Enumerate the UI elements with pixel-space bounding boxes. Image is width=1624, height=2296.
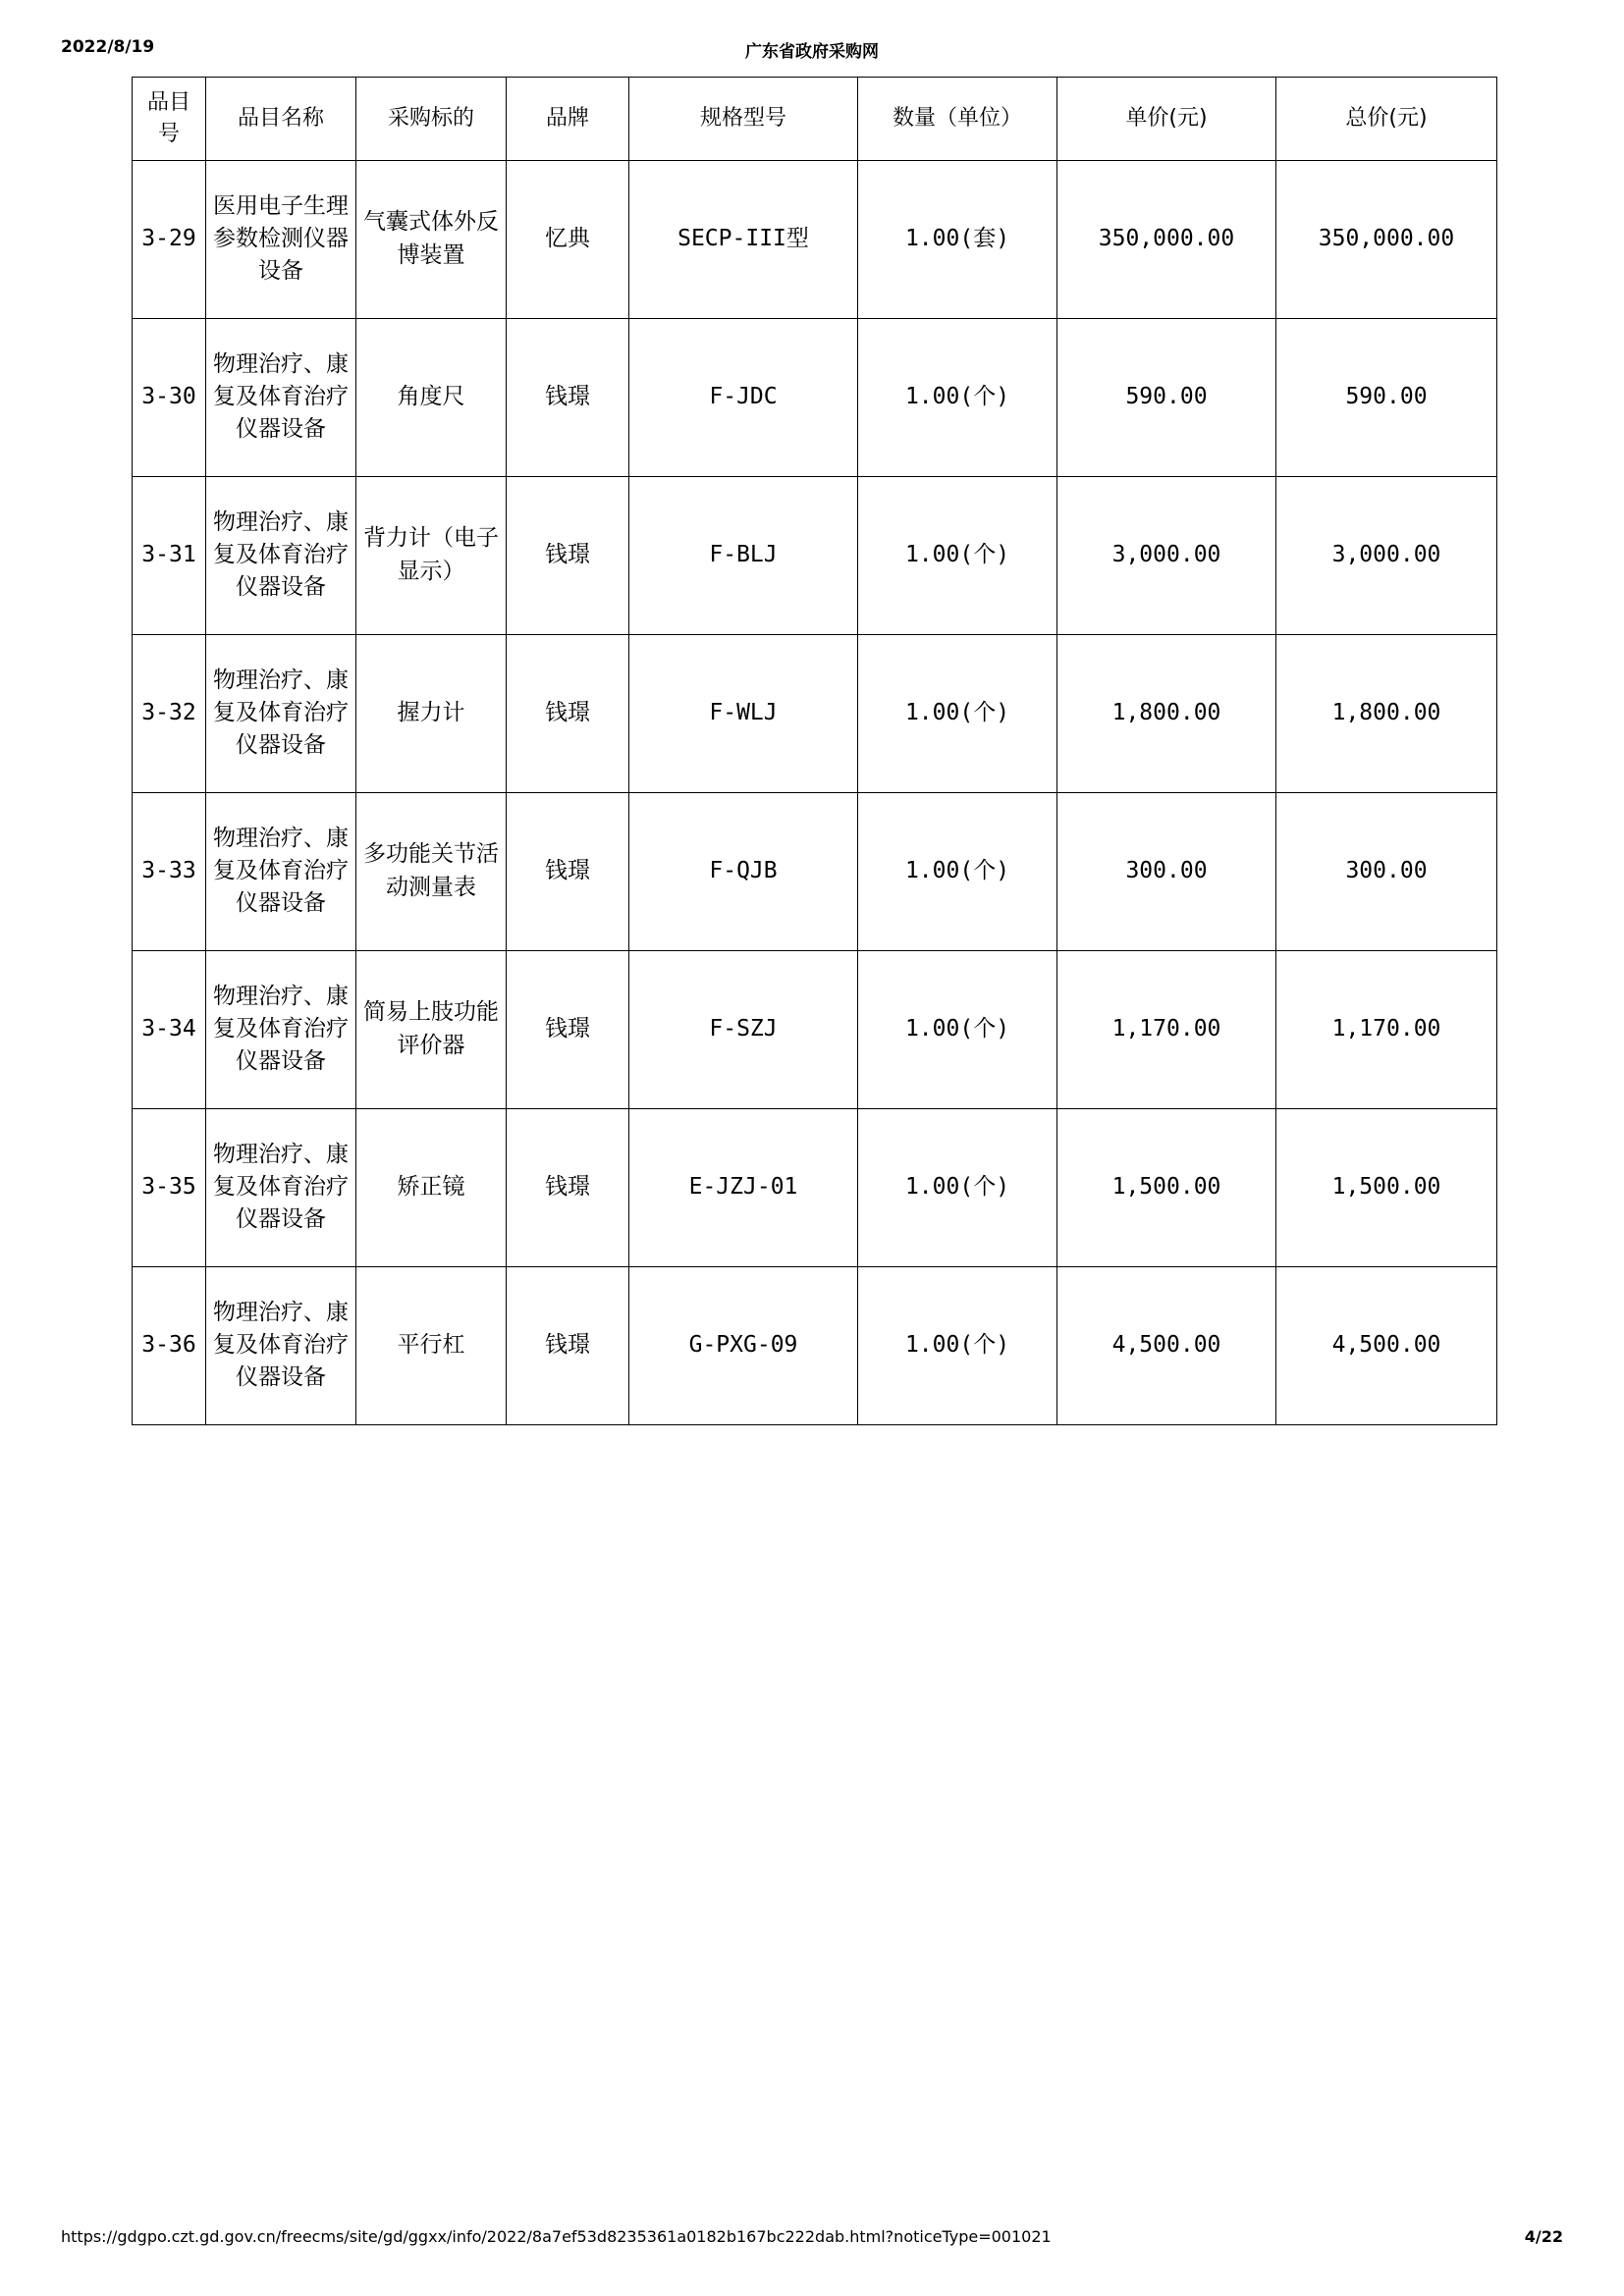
cell-item-name: 物理治疗、康复及体育治疗仪器设备	[206, 792, 356, 950]
cell-procurement-subject: 握力计	[356, 634, 507, 792]
cell-model: G-PXG-09	[629, 1266, 858, 1424]
cell-quantity: 1.00(个)	[858, 476, 1057, 634]
cell-brand: 钱璟	[507, 1108, 629, 1266]
cell-total-price: 300.00	[1276, 792, 1497, 950]
header-site-title: 广东省政府采购网	[745, 42, 879, 62]
cell-item-name: 物理治疗、康复及体育治疗仪器设备	[206, 950, 356, 1108]
cell-brand: 钱璟	[507, 950, 629, 1108]
column-header-procurement-subject: 采购标的	[356, 78, 507, 161]
cell-quantity: 1.00(个)	[858, 634, 1057, 792]
table-row	[133, 318, 1497, 476]
cell-procurement-subject: 平行杠	[356, 1266, 507, 1424]
cell-brand: 忆典	[507, 160, 629, 318]
table-row	[133, 160, 1497, 318]
cell-total-price: 1,800.00	[1276, 634, 1497, 792]
cell-unit-price: 300.00	[1057, 792, 1276, 950]
table-row	[133, 792, 1497, 950]
table-row	[133, 1266, 1497, 1424]
cell-procurement-subject: 简易上肢功能评价器	[356, 950, 507, 1108]
cell-procurement-subject: 气囊式体外反博装置	[356, 160, 507, 318]
cell-quantity: 1.00(个)	[858, 1266, 1057, 1424]
table-row	[133, 634, 1497, 792]
footer-source-url: https://gdgpo.czt.gd.gov.cn/freecms/site/gd/ggxx/info/2022/8a7ef53d8235361a0182b167bc222dab.html?noticeType=001021	[61, 2227, 1052, 2246]
column-header-item-name: 品目名称	[206, 78, 356, 161]
table-row	[133, 1108, 1497, 1266]
cell-brand: 钱璟	[507, 634, 629, 792]
page-header	[0, 37, 1624, 61]
cell-total-price: 350,000.00	[1276, 160, 1497, 318]
cell-unit-price: 1,500.00	[1057, 1108, 1276, 1266]
procurement-items-table	[132, 77, 1497, 1425]
cell-item-number: 3-33	[133, 792, 206, 950]
cell-model: E-JZJ-01	[629, 1108, 858, 1266]
cell-item-number: 3-34	[133, 950, 206, 1108]
cell-unit-price: 590.00	[1057, 318, 1276, 476]
cell-brand: 钱璟	[507, 792, 629, 950]
table-header-row	[133, 78, 1497, 161]
cell-item-number: 3-31	[133, 476, 206, 634]
cell-model: F-JDC	[629, 318, 858, 476]
cell-total-price: 590.00	[1276, 318, 1497, 476]
cell-quantity: 1.00(个)	[858, 1108, 1057, 1266]
cell-procurement-subject: 角度尺	[356, 318, 507, 476]
cell-procurement-subject: 背力计（电子显示）	[356, 476, 507, 634]
cell-brand: 钱璟	[507, 1266, 629, 1424]
column-header-item-number: 品目号	[133, 78, 206, 161]
column-header-quantity: 数量（单位）	[858, 78, 1057, 161]
cell-brand: 钱璟	[507, 476, 629, 634]
page-footer	[0, 2227, 1624, 2249]
header-date: 2022/8/19	[61, 37, 155, 57]
cell-model: F-QJB	[629, 792, 858, 950]
cell-quantity: 1.00(个)	[858, 950, 1057, 1108]
cell-item-name: 物理治疗、康复及体育治疗仪器设备	[206, 1108, 356, 1266]
cell-unit-price: 1,800.00	[1057, 634, 1276, 792]
cell-model: F-WLJ	[629, 634, 858, 792]
table-row	[133, 476, 1497, 634]
column-header-unit-price: 单价(元)	[1057, 78, 1276, 161]
cell-model: F-SZJ	[629, 950, 858, 1108]
cell-unit-price: 350,000.00	[1057, 160, 1276, 318]
cell-unit-price: 3,000.00	[1057, 476, 1276, 634]
cell-item-number: 3-35	[133, 1108, 206, 1266]
cell-total-price: 3,000.00	[1276, 476, 1497, 634]
cell-item-number: 3-36	[133, 1266, 206, 1424]
cell-quantity: 1.00(套)	[858, 160, 1057, 318]
table-row	[133, 950, 1497, 1108]
cell-procurement-subject: 多功能关节活动测量表	[356, 792, 507, 950]
column-header-brand: 品牌	[507, 78, 629, 161]
cell-item-name: 医用电子生理参数检测仪器设备	[206, 160, 356, 318]
cell-model: F-BLJ	[629, 476, 858, 634]
cell-item-number: 3-32	[133, 634, 206, 792]
cell-unit-price: 1,170.00	[1057, 950, 1276, 1108]
cell-item-name: 物理治疗、康复及体育治疗仪器设备	[206, 1266, 356, 1424]
cell-total-price: 1,500.00	[1276, 1108, 1497, 1266]
cell-quantity: 1.00(个)	[858, 792, 1057, 950]
cell-model: SECP-III型	[629, 160, 858, 318]
cell-item-number: 3-29	[133, 160, 206, 318]
cell-procurement-subject: 矫正镜	[356, 1108, 507, 1266]
cell-unit-price: 4,500.00	[1057, 1266, 1276, 1424]
column-header-total-price: 总价(元)	[1276, 78, 1497, 161]
cell-item-name: 物理治疗、康复及体育治疗仪器设备	[206, 476, 356, 634]
column-header-model: 规格型号	[629, 78, 858, 161]
cell-total-price: 4,500.00	[1276, 1266, 1497, 1424]
cell-item-name: 物理治疗、康复及体育治疗仪器设备	[206, 634, 356, 792]
cell-item-name: 物理治疗、康复及体育治疗仪器设备	[206, 318, 356, 476]
cell-quantity: 1.00(个)	[858, 318, 1057, 476]
cell-item-number: 3-30	[133, 318, 206, 476]
table-body	[133, 160, 1497, 1424]
cell-total-price: 1,170.00	[1276, 950, 1497, 1108]
cell-brand: 钱璟	[507, 318, 629, 476]
footer-page-number: 4/22	[1524, 2227, 1563, 2246]
